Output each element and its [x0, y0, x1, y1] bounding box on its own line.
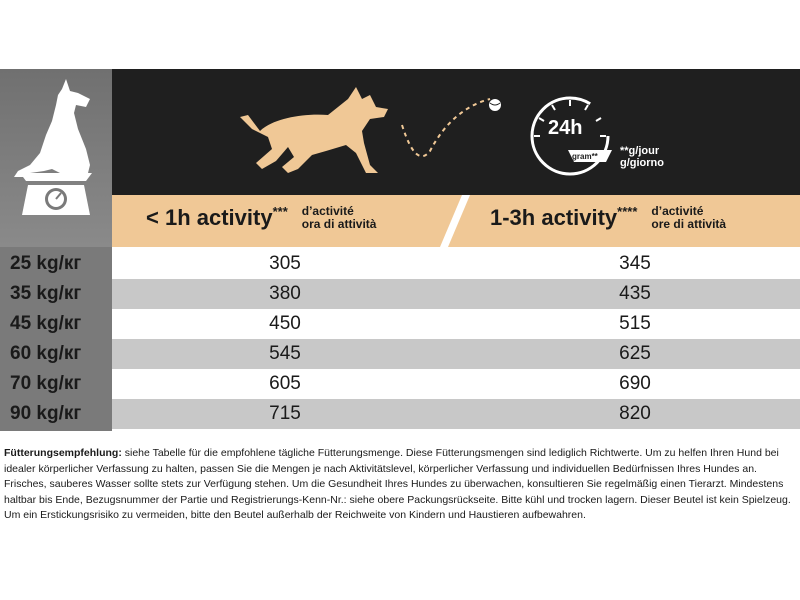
col1-stars: ***: [272, 204, 288, 219]
col2-sublabel: d’activité ore di attività: [651, 204, 727, 231]
value-3h: 515: [619, 313, 651, 334]
value-3h: 625: [619, 343, 651, 364]
running-dog-icon: [112, 69, 800, 195]
value-1h: 450: [269, 313, 301, 334]
value-1h: 380: [269, 283, 301, 304]
col1-sublabel: d’activité ora di attività: [301, 204, 377, 231]
header-divider: [440, 195, 470, 247]
value-3h: 345: [619, 253, 651, 274]
footer-heading: Fütterungsempfehlung:: [4, 447, 122, 459]
footer-body: siehe Tabelle für die empfohlene tägliche Fütterungsmenge. Diese Fütterungsmengen sind lediglich Richtwerte. Um zu helfen Ihren Hund bei idealer körperlicher Verfassung zu halten, passen Sie die Mengen je nach Aktivitätslevel, körperlicher Verfassung und individuellen Bedürfnissen Ihres Hundes an. Frisches, sauberes Wasser sollte stets zur Verfügung stehen. Um die Gesundheit Ihres Hundes zu überwachen, konsultieren Sie regelmäßig einen Tierarzt. Mindestens haltbar bis Ende, Bezugsnummer der Partie und Registrierungs-Kenn-Nr.: siehe obere Packungsrückseite. Bitte kühl und trocken lagern. Dieser Beutel ist kein Spielzeug. Um ein Erstickungsrisiko zu vermeiden, bitte den Beutel außerhalb der Reichweite von Kindern und Haustieren aufbewahren.: [4, 447, 791, 521]
value-3h: 435: [619, 283, 651, 304]
weight-label: 90 kg/кг: [10, 403, 82, 424]
weight-icon-panel: [0, 69, 112, 247]
weight-label: 60 kg/кг: [10, 343, 82, 364]
table-row: [0, 249, 800, 279]
col2-stars: ****: [617, 204, 638, 219]
table-row: [0, 279, 800, 309]
table-row: [0, 339, 800, 369]
activity-col2-header: [490, 205, 726, 231]
value-1h: 715: [269, 403, 301, 424]
weight-label: 35 kg/кг: [10, 283, 82, 304]
table-row: [0, 309, 800, 339]
value-1h: 605: [269, 373, 301, 394]
col1-label: < 1h activity: [146, 205, 273, 230]
clock-label: 24h: [548, 117, 583, 139]
gram-label: gram**: [572, 152, 598, 161]
weight-label: 25 kg/кг: [10, 253, 82, 274]
clock-24h-icon: [526, 92, 618, 184]
value-1h: 545: [269, 343, 301, 364]
header-illustration: [112, 69, 800, 195]
feeding-recommendation-text: [4, 446, 796, 524]
weight-label: 45 kg/кг: [10, 313, 82, 334]
weight-label: 70 kg/кг: [10, 373, 82, 394]
value-3h: 690: [619, 373, 651, 394]
table-row: [0, 369, 800, 399]
value-1h: 305: [269, 253, 301, 274]
col2-label: 1-3h activity: [490, 205, 618, 230]
table-row: [0, 399, 800, 429]
dog-on-scale-icon: [0, 69, 112, 247]
value-3h: 820: [619, 403, 651, 424]
per-day-unit: **g/jour g/giorno: [620, 145, 664, 169]
activity-col1-header: [146, 205, 376, 231]
